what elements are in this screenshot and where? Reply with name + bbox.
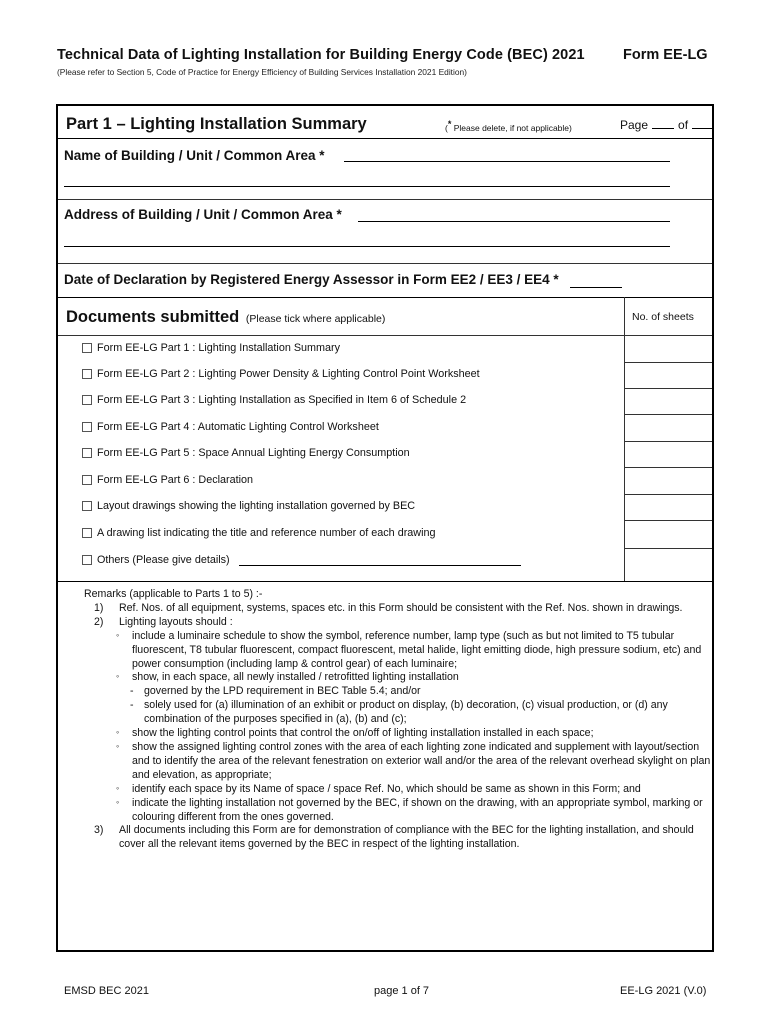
divider [58,581,712,582]
remark-item [84,616,714,630]
remark-number: 1) [94,601,104,614]
divider [624,520,712,521]
form-id: Form EE-LG [623,47,708,63]
remark-text: Ref. Nos. of all equipment, systems, spaces etc. in this Form should be consistent with the Ref. Nos. shown in drawings. [119,601,683,614]
document-checkbox[interactable] [82,555,92,565]
bullet-marker: ◦ [116,782,120,793]
document-row [82,500,415,512]
document-label: Form EE-LG Part 5 : Space Annual Lighting Energy Consumption [97,447,410,459]
document-checkbox[interactable] [82,369,92,379]
divider [624,467,712,468]
form-title: Technical Data of Lighting Installation for Building Energy Code (BEC) 2021 [57,47,585,63]
document-label: Layout drawings showing the lighting installation governed by BEC [97,500,416,512]
remark-item [84,824,714,852]
remark-bullet [84,797,714,825]
remark-bullet [84,741,714,783]
remark-bullet [84,727,714,741]
delete-note [445,119,572,133]
building-name-input[interactable] [344,161,670,162]
remark-bullet-text: show the assigned lighting control zones with the area of each lighting zone indicated and supplement with layout/section and to identify the area of the relevant fenestration on exterior wall and/or the area of the relevant overhead skylight on plan and elevation, as appropriate; [132,740,711,781]
document-label: A drawing list indicating the title and reference number of each drawing [97,527,436,539]
remark-bullet [84,671,714,685]
footer-right: EE-LG 2021 (V.0) [620,985,707,997]
remark-bullet [84,783,714,797]
divider [58,297,712,298]
divider [58,138,712,139]
bullet-marker: ◦ [116,629,120,640]
document-row [82,474,253,486]
page-number-input[interactable] [652,118,674,129]
remark-bullet [84,630,714,672]
remark-text: Lighting layouts should : [119,615,233,628]
bullet-marker: ◦ [116,671,120,682]
address-input[interactable] [358,221,670,222]
form-subtitle: (Please refer to Section 5, Code of Practice for Energy Efficiency of Building Services Installation 2021 Edition) [57,67,467,77]
remark-dash [84,699,714,727]
remark-bullet-text: show the lighting control points that control the on/off of lighting installation installed in each space; [132,727,594,740]
delete-note-open: ( [445,122,448,133]
bullet-marker: ◦ [116,740,120,751]
remark-number: 2) [94,615,104,628]
documents-note: (Please tick where applicable) [245,313,386,325]
document-checkbox[interactable] [82,528,92,538]
footer-left: EMSD BEC 2021 [64,985,149,997]
page-of-field [620,118,714,132]
divider [624,548,712,549]
document-row [82,394,466,406]
sheets-column-divider [624,297,625,581]
of-label: of [678,118,689,132]
remark-bullet-text: indicate the lighting installation not governed by the BEC, if shown on the drawing, with an appropriate symbol, marking or colouring different from the ones governed. [132,796,703,823]
document-row [82,368,480,380]
delete-note-star: * [447,119,452,129]
document-checkbox[interactable] [82,343,92,353]
divider [624,362,712,363]
remark-dash [84,685,714,699]
document-label: Form EE-LG Part 2 : Lighting Power Density & Lighting Control Point Worksheet [97,368,480,380]
divider [624,388,712,389]
address-input-line2[interactable] [64,246,670,247]
divider [58,263,712,264]
documents-title [66,308,385,327]
document-row [82,554,521,566]
divider [624,494,712,495]
document-label: Form EE-LG Part 1 : Lighting Installation Summary [97,342,341,354]
document-checkbox[interactable] [82,475,92,485]
document-checkbox[interactable] [82,395,92,405]
bullet-marker: ◦ [116,796,120,807]
form-box [56,104,714,952]
remark-item [84,602,714,616]
building-name-input-line2[interactable] [64,186,670,187]
document-row [82,421,379,433]
page-total-input[interactable] [692,118,714,129]
building-name-label: Name of Building / Unit / Common Area * [64,148,325,163]
bullet-marker: ◦ [116,727,120,738]
remark-bullet-text: identify each space by its Name of space / space Ref. No, which should be same as shown in this Form; and [132,782,641,795]
document-label: Form EE-LG Part 6 : Declaration [97,474,254,486]
divider [58,335,712,336]
remark-dash-text: governed by the LPD requirement in BEC Table 5.4; and/or [144,685,421,698]
footer-page-number: page 1 of 7 [374,985,430,997]
divider [58,199,712,200]
divider [624,414,712,415]
document-checkbox[interactable] [82,501,92,511]
remark-number: 3) [94,824,104,837]
sheets-header: No. of sheets [632,311,694,323]
dash-marker: - [130,699,134,712]
document-row [82,527,436,539]
dash-marker: - [130,685,134,698]
document-checkbox[interactable] [82,422,92,432]
declaration-date-label: Date of Declaration by Registered Energy Assessor in Form EE2 / EE3 / EE4 * [64,272,559,287]
document-label: Others (Please give details) [97,554,230,566]
address-label: Address of Building / Unit / Common Area * [64,207,342,222]
page-label: Page [620,118,649,132]
document-row [82,342,340,354]
remark-bullet-text: show, in each space, all newly installed / retrofitted lighting installation [132,671,459,684]
documents-title-text: Documents submitted [66,308,240,326]
document-label: Form EE-LG Part 3 : Lighting Installation as Specified in Item 6 of Schedule 2 [97,394,467,406]
document-label: Form EE-LG Part 4 : Automatic Lighting Control Worksheet [97,421,379,433]
remarks [84,588,714,852]
part1-title: Part 1 – Lighting Installation Summary [66,115,367,133]
declaration-date-input[interactable] [570,287,622,288]
delete-note-text: Please delete, if not applicable) [451,122,572,133]
remarks-title: Remarks (applicable to Parts 1 to 5) :- [84,588,263,600]
remark-dash-text: solely used for (a) illumination of an exhibit or product on display, (b) decoration, (c) visual production, or (d) any combination of the purposes specified in (a), (b) and (c); [144,699,668,726]
divider [624,441,712,442]
document-row [82,447,410,459]
document-checkbox[interactable] [82,448,92,458]
remark-bullet-text: include a luminaire schedule to show the symbol, reference number, lamp type (such as but not limited to T5 tubular fluorescent, T8 tubular fluorescent, compact fluorescent, metal halide, light emitting diode, high pressure sodium, etc) and power consumption (including lamp & control gear) of each luminaire; [132,629,702,670]
remark-text: All documents including this Form are for demonstration of compliance with the BEC for the lighting installation, and should cover all the relevant items governed by the BEC in respect of the lighting installation. [119,824,694,851]
others-details-input[interactable] [239,555,521,566]
